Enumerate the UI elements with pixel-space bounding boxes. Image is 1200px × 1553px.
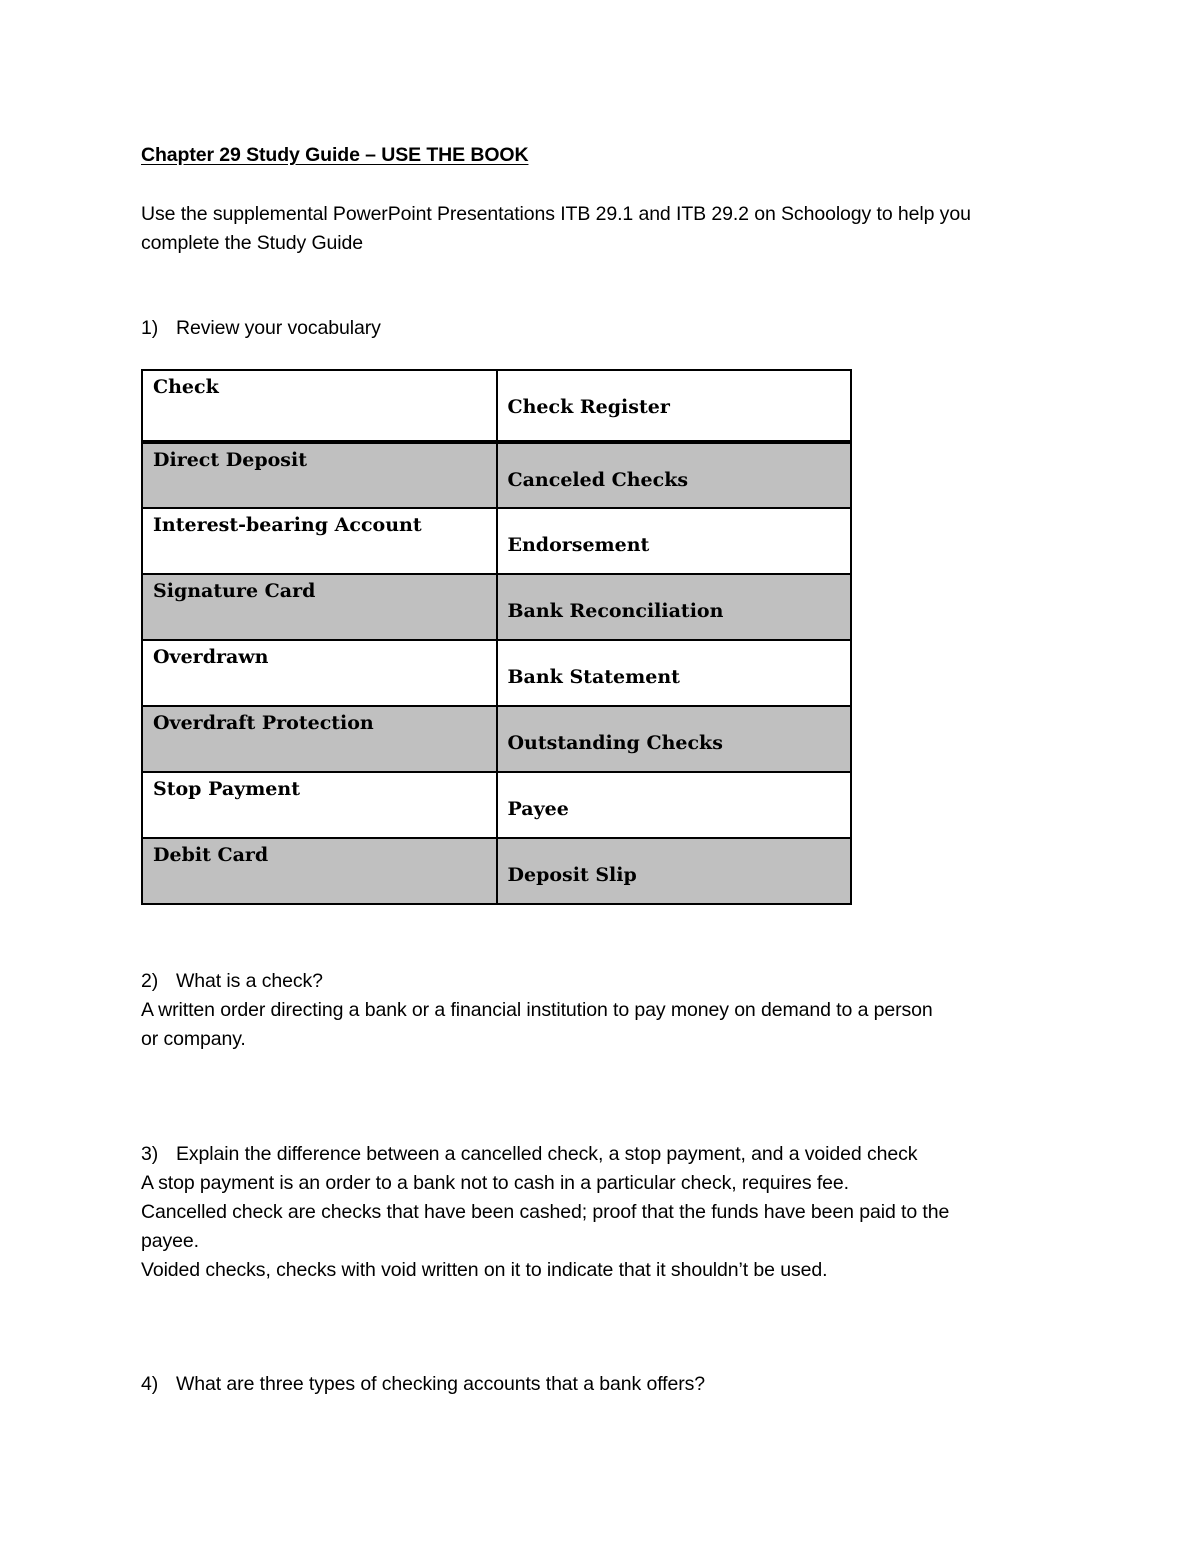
vocabulary-table	[141, 369, 852, 905]
vocab-term: Signature Card	[153, 580, 316, 602]
vocab-cell	[142, 370, 497, 442]
vocab-cell	[142, 772, 497, 838]
vocab-row	[142, 442, 851, 508]
vocab-term: Outstanding Checks	[507, 732, 723, 754]
intro-line: complete the Study Guide	[141, 232, 363, 254]
question-text: What are three types of checking accounts that a bank offers?	[176, 1373, 706, 1395]
vocab-cell	[497, 370, 852, 442]
vocab-term: Bank Reconciliation	[507, 600, 724, 622]
vocab-cell	[497, 442, 852, 508]
vocab-cell	[497, 772, 852, 838]
vocab-term: Stop Payment	[153, 778, 300, 800]
vocab-row	[142, 838, 851, 904]
vocab-cell	[497, 574, 852, 640]
question-number: 3)	[141, 1143, 159, 1165]
question-2	[141, 967, 323, 996]
intro-paragraph	[141, 200, 971, 258]
question-number: 4)	[141, 1373, 159, 1395]
question-1	[141, 314, 381, 343]
vocab-cell	[497, 508, 852, 574]
vocab-cell	[142, 838, 497, 904]
vocab-row	[142, 370, 851, 442]
vocab-cell	[142, 508, 497, 574]
vocab-cell	[497, 706, 852, 772]
vocab-cell	[142, 640, 497, 706]
answer-line: Voided checks, checks with void written on it to indicate that it shouldn’t be used.	[141, 1259, 828, 1281]
vocab-term: Payee	[507, 798, 569, 820]
answer-3	[141, 1169, 949, 1285]
question-number: 2)	[141, 970, 159, 992]
vocab-term: Check Register	[507, 396, 670, 418]
vocab-term: Overdrawn	[153, 646, 269, 668]
vocab-row	[142, 772, 851, 838]
vocab-row	[142, 706, 851, 772]
vocab-term: Canceled Checks	[507, 469, 689, 491]
vocab-term: Deposit Slip	[507, 864, 637, 886]
vocab-cell	[497, 640, 852, 706]
question-text: Explain the difference between a cancelled check, a stop payment, and a voided check	[176, 1143, 918, 1165]
question-4	[141, 1370, 705, 1399]
question-3	[141, 1140, 917, 1169]
question-text: What is a check?	[176, 970, 323, 992]
vocab-row	[142, 640, 851, 706]
vocab-cell	[142, 706, 497, 772]
vocab-cell	[142, 442, 497, 508]
question-number: 1)	[141, 317, 159, 339]
vocab-cell	[497, 838, 852, 904]
vocab-term: Check	[153, 376, 219, 398]
answer-line: A stop payment is an order to a bank not to cash in a particular check, requires fee.	[141, 1172, 849, 1194]
question-text: Review your vocabulary	[176, 317, 381, 339]
answer-line: payee.	[141, 1230, 199, 1252]
vocab-term: Endorsement	[507, 534, 650, 556]
answer-line: or company.	[141, 1028, 246, 1050]
vocab-term: Interest-bearing Account	[153, 514, 422, 536]
answer-2	[141, 996, 933, 1054]
vocab-cell	[142, 574, 497, 640]
vocab-term: Direct Deposit	[153, 449, 307, 471]
answer-line: Cancelled check are checks that have been cashed; proof that the funds have been paid to the	[141, 1201, 950, 1223]
vocab-term: Overdraft Protection	[153, 712, 374, 734]
answer-line: A written order directing a bank or a financial institution to pay money on demand to a person	[141, 999, 933, 1021]
vocab-row	[142, 574, 851, 640]
vocab-term: Bank Statement	[507, 666, 680, 688]
page-title: Chapter 29 Study Guide – USE THE BOOK	[141, 144, 529, 166]
vocab-row	[142, 508, 851, 574]
vocab-term: Debit Card	[153, 844, 269, 866]
intro-line: Use the supplemental PowerPoint Presentations ITB 29.1 and ITB 29.2 on Schoology to help you	[141, 203, 971, 225]
